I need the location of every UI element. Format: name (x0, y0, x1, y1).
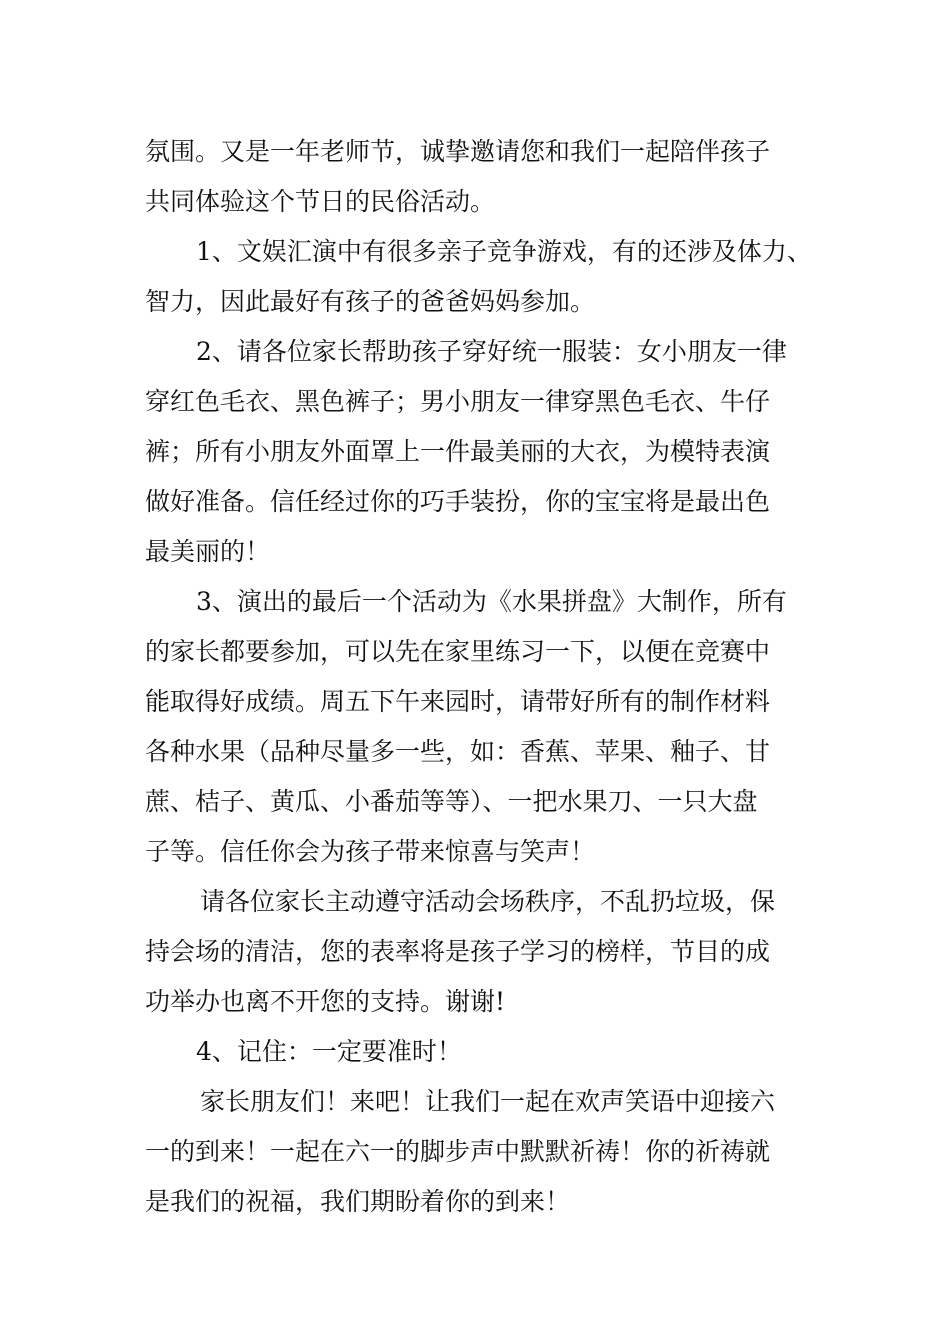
text-line: 一的到来！一起在六一的脚步声中默默祈祷！你的祈祷就 (145, 1137, 771, 1166)
text-line: 是我们的祝福，我们期盼着你的到来！ (145, 1187, 571, 1216)
text-line: 氛围。又是一年老师节，诚挚邀请您和我们一起陪伴孩子 (145, 137, 771, 166)
text-line: 1、文娱汇演中有很多亲子竞争游戏，有的还涉及体力、 (196, 237, 812, 266)
text-line: 蔗、桔子、黄瓜、小番茄等等）、一把水果刀、一只大盘 (145, 787, 758, 816)
text-line: 3、演出的最后一个活动为《水果拼盘》大制作，所有 (196, 587, 787, 616)
text-line: 能取得好成绩。周五下午来园时，请带好所有的制作材料 (145, 687, 771, 716)
text-line: 的家长都要参加，可以先在家里练习一下，以便在竞赛中 (145, 637, 771, 666)
text-line: 做好准备。信任经过你的巧手装扮，你的宝宝将是最出色 (145, 487, 771, 516)
text-line: 请各位家长主动遵守活动会场秩序，不乱扔垃圾，保 (200, 887, 776, 916)
text-line: 穿红色毛衣、黑色裤子；男小朋友一律穿黑色毛衣、牛仔 (145, 387, 771, 416)
text-line: 持会场的清洁，您的表率将是孩子学习的榜样，节目的成 (145, 937, 771, 966)
text-line: 共同体验这个节日的民俗活动。 (145, 187, 496, 216)
text-line: 最美丽的！ (145, 537, 271, 566)
text-line: 4、记住：一定要准时！ (196, 1037, 462, 1066)
text-line: 家长朋友们！来吧！让我们一起在欢声笑语中迎接六 (200, 1087, 776, 1116)
text-line: 2、请各位家长帮助孩子穿好统一服装：女小朋友一律 (196, 337, 787, 366)
text-line: 智力，因此最好有孩子的爸爸妈妈参加。 (145, 287, 596, 316)
text-line: 子等。信任你会为孩子带来惊喜与笑声！ (145, 837, 596, 866)
text-line: 裤；所有小朋友外面罩上一件最美丽的大衣，为模特表演 (145, 437, 771, 466)
text-line: 各种水果（品种尽量多一些，如：香蕉、苹果、釉子、甘 (145, 737, 771, 766)
text-line: 功举办也离不开您的支持。谢谢! (145, 987, 506, 1016)
